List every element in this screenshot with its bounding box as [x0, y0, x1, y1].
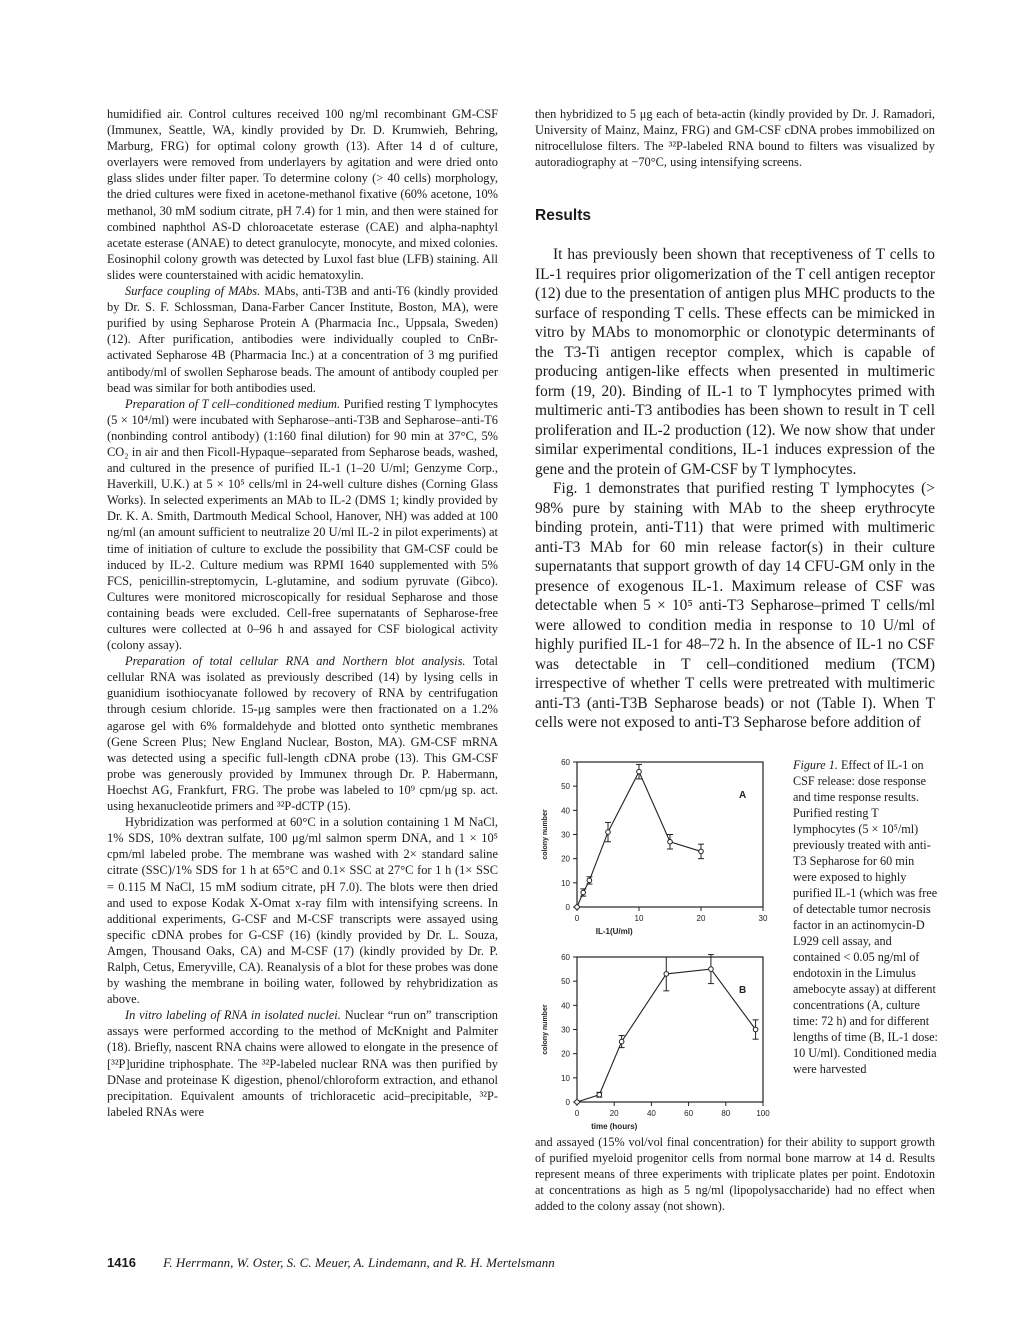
panel-b-data-point — [709, 967, 714, 972]
panel-b-xtick-label: 40 — [646, 1109, 656, 1118]
panel-b-xlabel: time (hours) — [591, 1122, 638, 1131]
panel-b-ytick-label: 0 — [565, 1098, 570, 1107]
right-column-top — [535, 106, 935, 170]
panel-b-data-point — [597, 1092, 602, 1097]
paragraph-tcm — [107, 396, 498, 654]
panel-b-ytick-label: 10 — [561, 1073, 570, 1083]
panel-a-xtick-label: 20 — [696, 914, 706, 923]
panel-b-letter: B — [739, 985, 747, 996]
panel-a-xtick-label: 10 — [634, 914, 644, 923]
paragraph-surface-coupling — [107, 283, 498, 396]
panel-a-ylabel: colony number — [542, 809, 549, 860]
paragraph-in-vitro-text: Nuclear “run on” transcription assays were performed according to the method of McKnight and Palmiter (18). Briefly, nascent RNA chains were allowed to elongate in the presence of [³²P]uridine triphosphate. The ³²P-labeled nuclear RNA was then purified by DNase and proteinase K digestion, phenol/chloroform extraction, and ethanol precipitation. Equivalent amounts of trichloracetic acid–precipitable, ³²P-labeled RNAs were — [107, 1008, 498, 1119]
panel-a-data-point — [699, 849, 704, 854]
paragraph-culture: humidified air. Control cultures received 100 ng/ml recombinant GM-CSF (Immunex, Seattle, WA, kindly provided by Dr. D. Krumwieh, Behring, Marburg, FRG) for optimal colony growth (13). After 14 d of culture, overlayers were removed from underlayers by agitation and were dried onto glass slides under filter paper. To determine colony (> 40 cells) morphology, the dried cultures were fixed in acetone-methanol fixative (60% acetone, 10% methanol, 30 mM sodium citrate, pH 7.4) for 1 min, and then were stained for combined naphthol AS-D chloroacetate esterase (CAE) and alpha-naphtyl acetate esterase (ANAE) to detect granulocyte, monocyte, and mixed colonies. Eosinophil colony growth was detected by Luxol fast blue (LFB) staining. All slides were counterstained with acidic hematoxylin. — [107, 107, 498, 282]
results-body — [535, 245, 935, 733]
page-footer — [107, 1255, 555, 1271]
left-column — [107, 106, 498, 1120]
paragraph-hybridization: Hybridization was performed at 60°C in a solution containing 1 M NaCl, 1% SDS, 10% dextran sulfate, 100 μg/ml salmon sperm DNA, and 1 × 10⁵ cpm/ml labeled probe. The membrane was washed with 2× standard saline citrate (SSC)/1% SDS for 1 h at 65°C and 0.1× SSC at 27°C for 1 h (1× SSC = 0.115 M NaCl, 15 mM sodium citrate, pH 7.0). The blots were then dried and used to expose Kodak X-Omat x-ray film with intensifying screens. In additional experiments, G-CSF and M-CSF transcripts were assayed using specific cDNA probes for G-CSF (16) (kindly provided by Dr. L. Souza, Amgen, Thousand Oaks, CA) and M-CSF (17) (kindly provided by Dr. P. Ralph, Cetus, Emeryville, CA). Reanalysis of a blot for these probes was done by washing the membrane in boiling water, followed by rehybridization as above. — [107, 815, 498, 1007]
panel-a-letter: A — [739, 790, 747, 801]
panel-b-ytick-label: 40 — [561, 1001, 570, 1011]
paragraph-results-2: Fig. 1 demonstrates that purified resting T lymphocytes (> 98% pure by staining with MAb to the sheep erythrocyte binding protein, anti-T11) that were primed with multimeric anti-T3 MAb for 60 min release factor(s) in their culture supernatants that support growth of day 14 CFU-GM only in the presence of exogenous IL-1. Maximum release of CSF was detectable when 5 × 10⁵ anti-T3 Sepharose–primed T cells/ml were allowed to condition media in response to 10 U/ml of highly purified IL-1 for 48–72 h. In the absence of IL-1 no CSF was detectable in T cell–conditioned medium (TCM) irrespective of whether T cells were pretreated with multimeric anti-T3 (anti-T3B Sepharose beads) or not (Table I). When T cells were not exposed to anti-T3 Sepharose before addition of — [535, 480, 935, 731]
panel-b-xtick-label: 60 — [684, 1109, 694, 1118]
figure-1 — [525, 752, 787, 1131]
panel-b-xtick-label: 100 — [756, 1109, 770, 1118]
subheading-in-vitro: In vitro labeling of RNA in isolated nuclei. — [125, 1008, 341, 1023]
panel-a-ytick-label: 60 — [561, 758, 570, 767]
panel-a-data-point — [606, 830, 611, 835]
panel-a-series-line — [577, 772, 701, 907]
panel-b-data-point — [753, 1027, 758, 1032]
panel-b-data-point — [619, 1039, 624, 1044]
footer-authors: F. Herrmann, W. Oster, S. C. Meuer, A. Lindemann, and R. H. Mertelsmann — [163, 1255, 555, 1270]
section-heading-results: Results — [535, 207, 591, 224]
paragraph-results-1: It has previously been shown that receptiveness of T cells to IL-1 requires prior oligomerization of the T cell antigen receptor (12) due to the presentation of antigen plus MHC products to the surface of responding T cells. These effects can be mimicked in vitro by MAbs to monomorphic or clonotypic determinants of the T3-Ti antigen receptor complex, which is capable of producing antigen-like effects when presented in multimeric form (19, 20). Binding of IL-1 to T lymphocytes primed with multimeric anti-T3 antibodies has been shown to result in T cell proliferation and IL-2 production (12). We now show that under similar experimental conditions, IL-1 induces expression of the gene and the protein of GM-CSF by T lymphocytes. — [535, 246, 935, 478]
panel-a-ytick-label: 40 — [561, 806, 570, 816]
figure-1-chart — [525, 752, 787, 1131]
page-number: 1416 — [107, 1255, 136, 1270]
paragraph-rna-text: Total cellular RNA was isolated as previously described (14) by lysing cells in guanidium isothiocyanate followed by recovery of RNA by centrifugation through cesium chloride. 15-μg samples were then fractionated on a 1.2% agarose gel with 6% formaldehyde and blotted onto synthetic membranes (Gene Screen Plus; New England Nuclear, Boston, MA). GM-CSF mRNA was detected using a specific full-length cDNA probe (13). This GM-CSF probe was generously provided by Immunex through Dr. P. Habermann, Hoechst AG, Frankfurt, FRG. The probe was labeled to 10⁹ cpm/μg sp. act. using hexanucleotide primers and ³²P-dCTP (15). — [107, 654, 499, 814]
paragraph-surface-coupling-text: MAbs, anti-T3B and anti-T6 (kindly provided by Dr. S. F. Schlossman, Dana-Farber Cancer Institute, Boston, MA), were purified by using Sepharose Protein A (Pharmacia Inc., Uppsala, Sweden) (12). After purification, antibodies were individually coupled to CnBr-activated Sepharose 4B (Pharmacia Inc.) at a concentration of 3 mg purified antibody/ml of swollen Sepharose beads. The amount of antibody coupled per bead was similar for both antibodies used. — [107, 284, 498, 395]
panel-a-xlabel: IL-1(U/ml) — [595, 927, 633, 936]
panel-b-xtick-label: 0 — [574, 1109, 580, 1118]
caption-label: Figure 1. — [793, 758, 838, 772]
panel-a-data-point — [637, 769, 642, 774]
panel-a-xtick-label: 30 — [758, 914, 768, 923]
panel-b-ylabel: colony number — [542, 1004, 549, 1055]
panel-a-ytick-label: 30 — [561, 830, 570, 840]
panel-b-ytick-label: 60 — [561, 953, 570, 962]
subheading-rna: Preparation of total cellular RNA and Northern blot analysis. — [125, 654, 466, 669]
panel-a-data-point — [581, 890, 586, 895]
paragraph-hybridized: then hybridized to 5 μg each of beta-actin (kindly provided by Dr. J. Ramadori, University of Mainz, Mainz, FRG) and GM-CSF cDNA probes immobilized on nitrocellulose filters. The ³²P-labeled RNA bound to filters was visualized by autoradiography at −70°C, using intensifying screens. — [535, 107, 935, 170]
caption-text: Effect of IL-1 on CSF release: dose response and time response results. Purified resting T lymphocytes (5 × 10⁵/ml) previously treated with anti-T3 Sepharose for 60 min were exposed to highly purified IL-1 (which was free of detectable tumor necrosis factor in an actinomycin-D L929 cell assay, and contained < 0.05 ng/ml of endotoxin in the Limulus amebocyte assay) at different concentrations (A, culture time: 72 h) and for different lengths of time (B, IL-1 dose: 10 U/ml). Conditioned media were harvested — [793, 758, 938, 1076]
panel-a-data-point — [575, 905, 580, 910]
panel-a-ytick-label: 20 — [561, 854, 570, 864]
panel-a-data-point — [587, 878, 592, 883]
panel-b-ytick-label: 20 — [561, 1049, 570, 1059]
figure-caption-continued: and assayed (15% vol/vol final concentration) for their ability to support growth of purified myeloid progenitor cells from normal bone marrow at 14 d. Results represent means of three experiments with triplicate plates per point. Endotoxin at concentrations as high as 5 ng/ml (lipopolysaccharide) had no effect when added to the colony assay (not shown). — [535, 1135, 935, 1213]
panel-b-xtick-label: 20 — [609, 1109, 619, 1118]
figure-caption — [793, 757, 939, 1077]
panel-a-ytick-label: 0 — [565, 903, 570, 912]
panel-a-data-point — [668, 839, 673, 844]
panel-b-data-point — [575, 1100, 580, 1105]
panel-a-xtick-label: 0 — [574, 914, 580, 923]
panel-b-data-point — [664, 972, 669, 977]
paragraph-rna — [107, 653, 498, 814]
subheading-tcm: Preparation of T cell–conditioned medium. — [125, 396, 341, 411]
panel-a-ytick-label: 10 — [561, 878, 570, 888]
paragraph-in-vitro — [107, 1007, 498, 1120]
panel-b-ytick-label: 50 — [561, 977, 570, 987]
panel-b-ytick-label: 30 — [561, 1025, 570, 1035]
panel-a-ytick-label: 50 — [561, 782, 570, 792]
panel-b-xtick-label: 80 — [721, 1109, 731, 1118]
subheading-surface-coupling: Surface coupling of MAbs. — [125, 284, 261, 299]
paragraph-tcm-text: Purified resting T lymphocytes (5 × 10⁴/ml) were incubated with Sepharose–anti-T3B and Sepharose–anti-T6 (nonbinding control antibody) (1:160 final dilution) for 90 min at 37°C, 5% CO₂ in air and then Ficoll-Hypaque–separated from Sepharose beads, washed, and cultured in the presence of purified IL-1 (1–20 U/ml; Genzyme Corp., Haverkill, U.K.) at 5 × 10⁵ cells/ml in 24-well culture dishes (Corning Glass Works). In selected experiments an MAb to IL-2 (DMS 1; kindly provided by Dr. K. A. Smith, Dartmouth Medical School, Hanover, NH) was added at 100 ng/ml (an amount sufficient to neutralize 20 U/ml IL-2 in pilot experiments) at time of initiation of culture to exclude the possibility that GM-CSF could be induced by IL-2. Culture medium was RPMI 1640 supplemented with 5% FCS, penicillin-streptomycin, L-glutamine, and sodium pyruvate (Gibco). Cultures were monitored microscopically for residual Sepharose and those containing beads were excluded. Cell-free supernatants of Sepharose-free cultures were collected at 0–96 h and assayed for CSF biological activity (colony assay). — [107, 396, 498, 653]
